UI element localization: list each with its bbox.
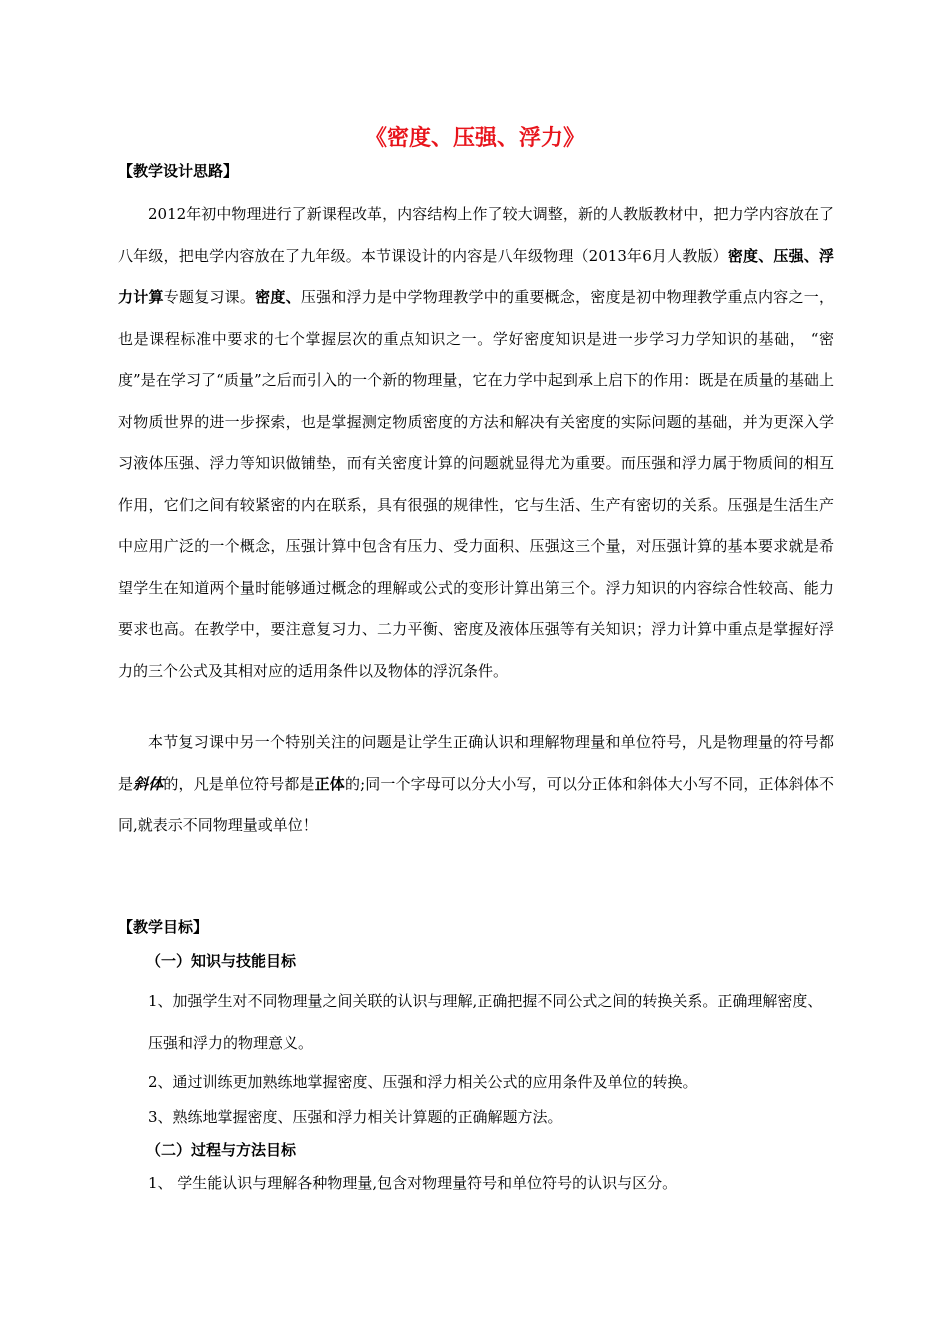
goal-item-3: 3、熟练地掌握密度、压强和浮力相关计算题的正确解题方法。	[148, 1108, 563, 1126]
p1-text-2: 专题复习课。	[163, 288, 256, 306]
p1-bold-1: 密度、压强、浮力计算	[118, 246, 834, 306]
goal-item-1: 1、加强学生对不同物理量之间关联的认识与理解,正确把握不同公式之间的转换关系。正确理解密度、压强和浮力的物理意义。	[148, 992, 823, 1052]
design-paragraph-2	[118, 722, 834, 847]
goals-heading: 【教学目标】	[118, 918, 209, 936]
p1-text-1: 2012年初中物理进行了新课程改革，内容结构上作了较大调整，新的人教版教材中，把力学内容放在了八年级，把电学内容放在了九年级。本节课设计的内容是八年级物理（2013年6月人教版）	[118, 205, 834, 265]
goals-subheading-2: （二）过程与方法目标	[146, 1141, 297, 1159]
document-title: 《密度、压强、浮力》	[364, 126, 585, 151]
design-heading: 【教学设计思路】	[118, 162, 239, 180]
p2-bold-italic-1: 斜体	[133, 774, 164, 793]
p1-bold-2: 密度、	[255, 288, 301, 306]
goal-item-4: 1、 学生能认识与理解各种物理量,包含对物理量符号和单位符号的认识与区分。	[148, 1174, 678, 1192]
p2-text-3: 的;同一个字母可以分大小写，可以分正体和斜体大小写不同，正体斜体不同,就表示不同物理量或单位！	[118, 774, 834, 834]
goals-subheading-1: （一）知识与技能目标	[146, 952, 297, 970]
p2-text-1: 本节复习课中另一个特别关注的问题是让学生正确认识和理解物理量和单位符号，凡是物理量的符号都是	[118, 733, 834, 793]
p2-text-2: 的，凡是单位符号都是	[163, 774, 315, 793]
p1-text-3: 压强和浮力是中学物理教学中的重要概念，密度是初中物理教学重点内容之一，也是课程标准中要求的七个掌握层次的重点知识之一。学好密度知识是进一步学习力学知识的基础， “密度”是在学习了“质量”之后而引入的一个新的物理量，它在力学中起到承上启下的作用：既是在质量的基础上对物质世界的进一步探索，也是掌握测定物质密度的方法和解决有关密度的实际问题的基础，并为更深入学习液体压强、浮力等知识做铺垫，而有关密度计算的问题就显得尤为重要。而压强和浮力属于物质间的相互作用，它们之间有较紧密的内在联系，具有很强的规律性，它与生活、生产有密切的关系。压强是生活生产中应用广泛的一个概念，压强计算中包含有压力、受力面积、压强这三个量，对压强计算的基本要求就是希望学生在知道两个量时能够通过概念的理解或公式的变形计算出第三个。浮力知识的内容综合性较高、能力要求也高。在教学中，要注意复习力、二力平衡、密度及液体压强等有关知识；浮力计算中重点是掌握好浮力的三个公式及其相对应的适用条件以及物体的浮沉条件。	[118, 288, 834, 680]
design-paragraph-1	[118, 194, 834, 692]
p2-bold-1: 正体	[314, 774, 345, 793]
goal-item-2: 2、通过训练更加熟练地掌握密度、压强和浮力相关公式的应用条件及单位的转换。	[148, 1073, 698, 1091]
